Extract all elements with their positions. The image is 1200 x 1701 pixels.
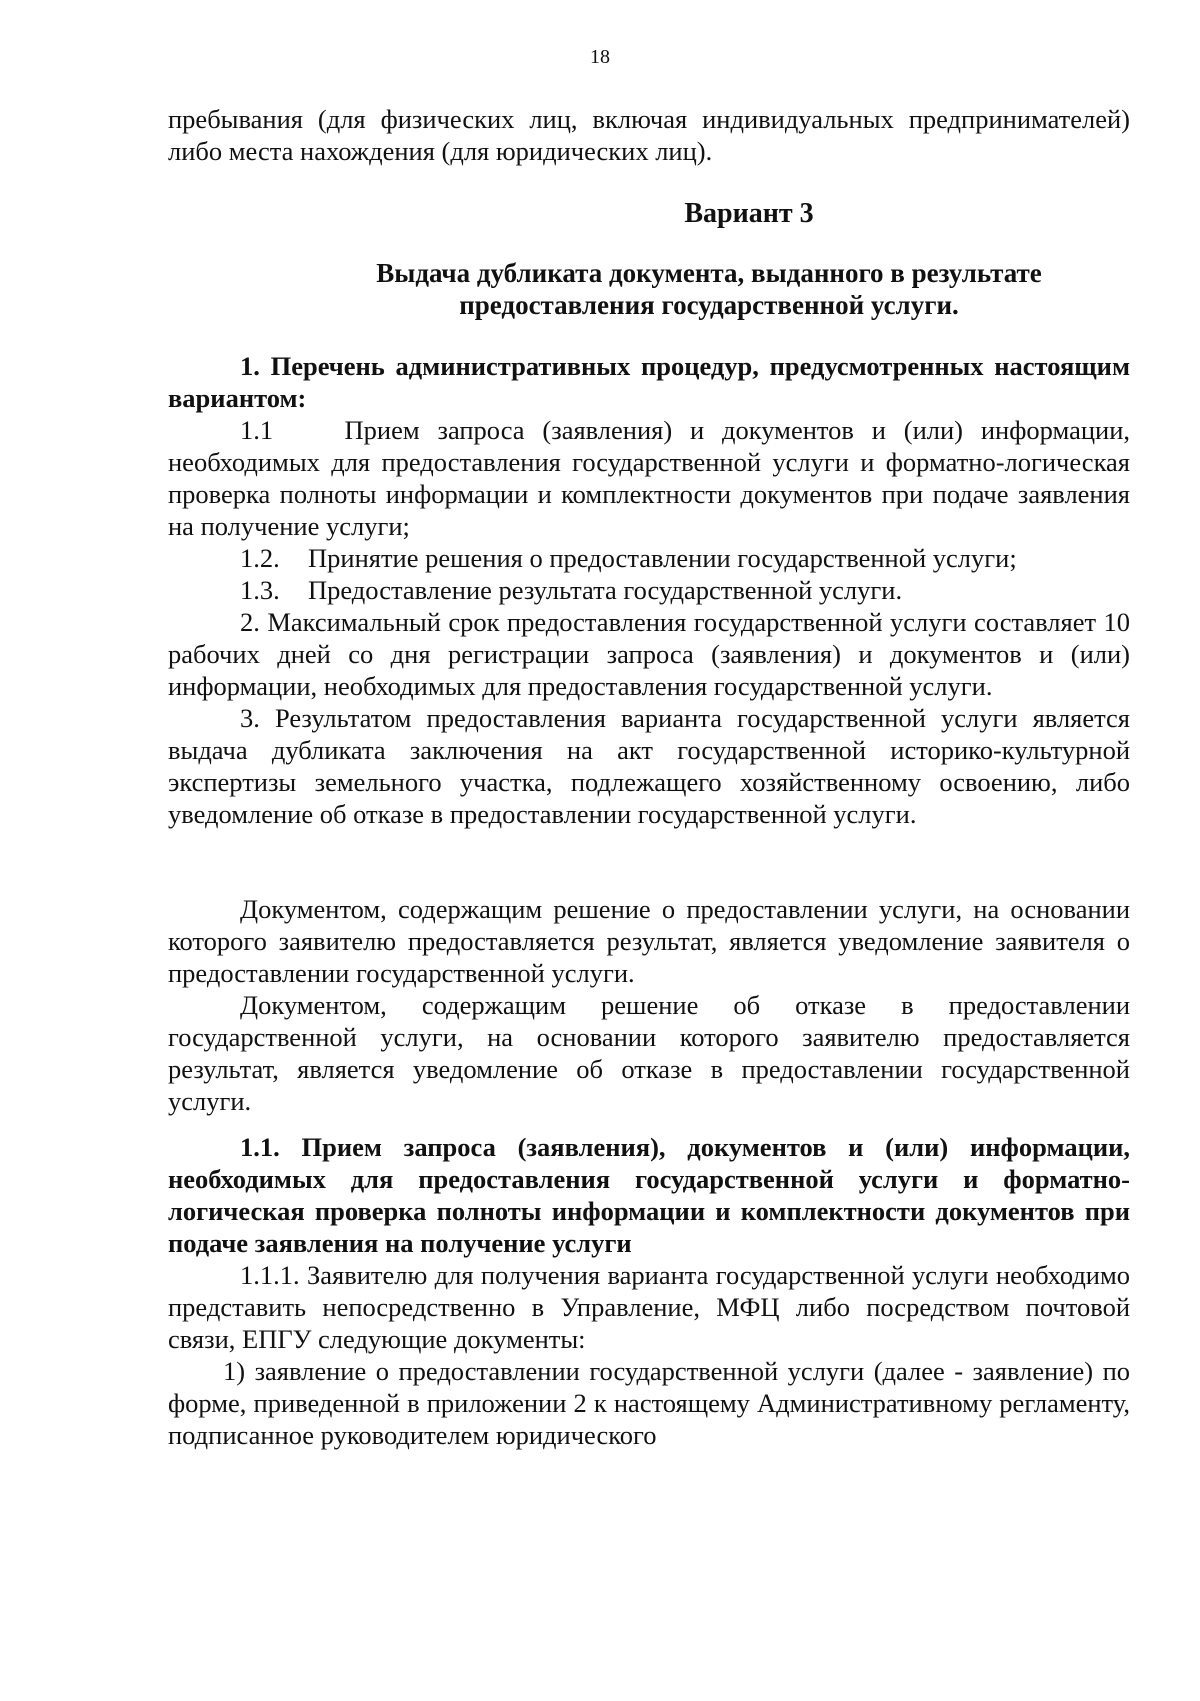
section-title-block [168,257,1130,321]
procedures-heading: 1. Перечень административных процедур, предусмотренных настоящим вариантом: [168,351,1130,413]
item-text: Предоставление результата государственной услуги. [308,575,903,605]
procedure-item-1-1 [168,414,1130,542]
procedures-block [168,350,1130,830]
paragraph-3: 3. Результатом предоставления варианта государственной услуги является выдача дубликата заключения на акт государственной историко-культурной экспертизы земельного участка, подлежащего хозяйственному освоению, либо уведомление об отказе в предоставлении государственной услуги. [168,703,1130,829]
item-number: 1.1 [240,415,274,445]
variant-title: Вариант 3 [684,198,814,229]
paragraph-2: 2. Максимальный срок предоставления государственной услуги составляет 10 рабочих дней со дня регистрации запроса (заявления) и документов и (или) информации, необходимых для предоставления государственной услуги. [168,607,1130,701]
paragraph-doc-refuse: Документом, содержащим решение об отказе в предоставлении государственной услуги, на основании которого заявителю предоставляется результат, является уведомление об отказе в предоставлении государственной услуги. [168,990,1130,1116]
subsection-heading: 1.1. Прием запроса (заявления), документов и (или) информации, необходимых для предоставления государственной услуги и форматно-логическая проверка полноты информации и комплектности документов при подаче заявления на получение услуги [168,1132,1130,1258]
subsection-block [168,1131,1130,1451]
continuation-paragraph [168,103,1130,167]
paragraph-doc-grant: Документом, содержащим решение о предоставлении услуги, на основании которого заявителю предоставляется результат, является уведомление заявителя о предоставлении государственной услуги. [168,894,1130,988]
item-text: Принятие решения о предоставлении государственной услуги; [308,543,1017,573]
section-title-line-1: Выдача дубликата документа, выданного в результате [376,258,1042,288]
paragraph-text: пребывания (для физических лиц, включая индивидуальных предпринимателей) либо места нахождения (для юридических лиц). [168,104,1130,166]
variant-title-block [168,198,1130,230]
decision-docs-block [168,893,1130,1117]
list-item-1: 1) заявление о предоставлении государственной услуги (далее - заявление) по форме, приведенной в приложении 2 к настоящему Административному регламенту, подписанное руководителем юридического [168,1356,1130,1450]
procedure-item-1-2 [168,542,1130,574]
paragraph-1-1-1: 1.1.1. Заявителю для получения варианта государственной услуги необходимо представить непосредственно в Управление, МФЦ либо посредством почтовой связи, ЕПГУ следующие документы: [168,1260,1130,1354]
item-text: Прием запроса (заявления) и документов и (или) информации, необходимых для предоставления государственной услуги и форматно-логическая проверка полноты информации и комплектности документов при подаче заявления на получение услуги; [168,415,1131,541]
section-title-line-2: предоставления государственной услуги. [459,290,959,320]
procedure-item-1-3 [168,574,1130,606]
page-number: 18 [590,46,610,68]
item-number: 1.2. [240,543,280,573]
item-number: 1.3. [240,575,280,605]
